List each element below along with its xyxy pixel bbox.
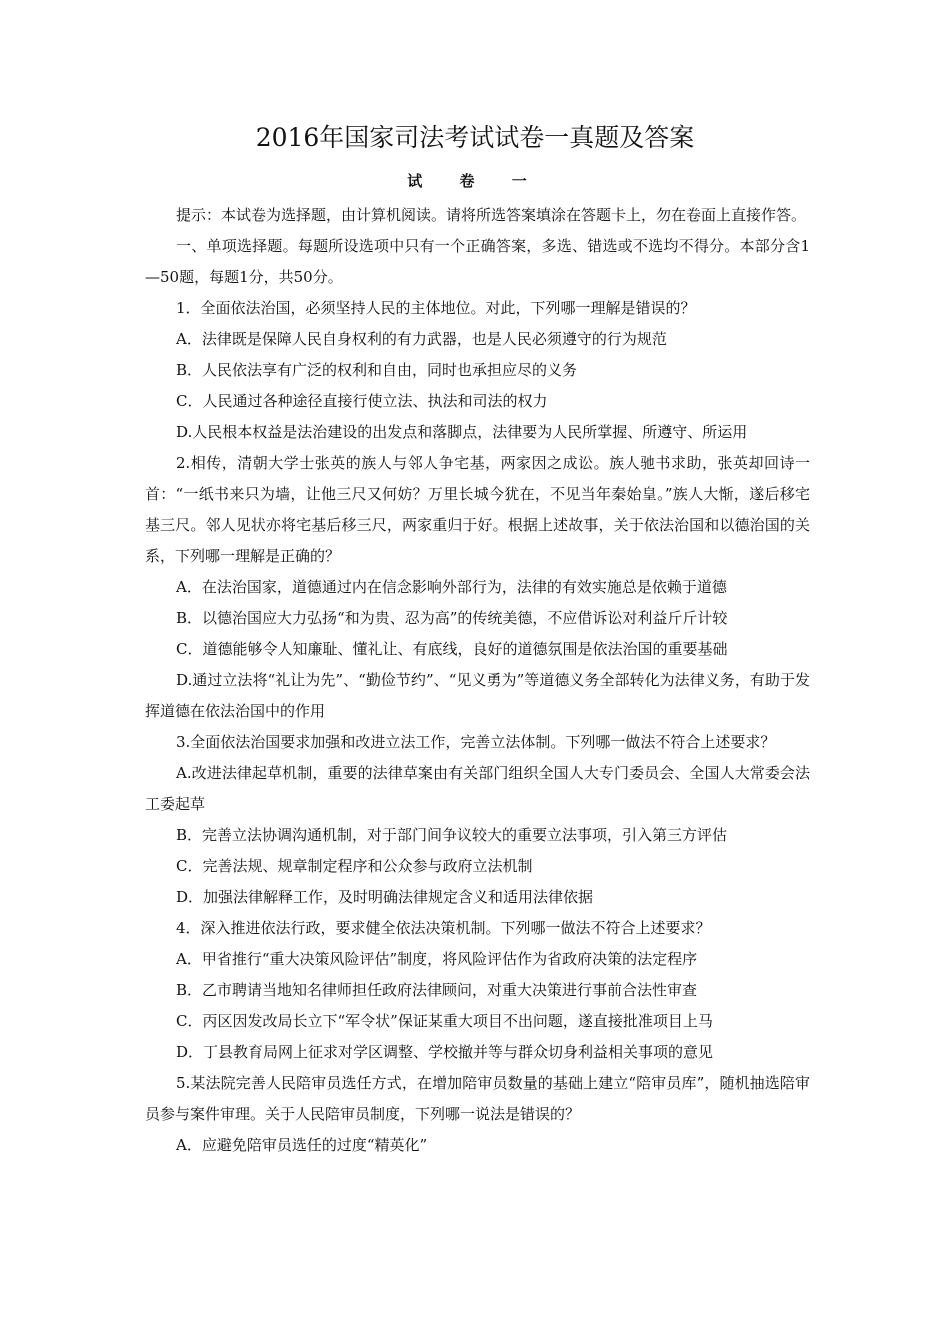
question-1: 1．全面依法治国，必须坚持人民的主体地位。对此，下列哪一理解是错误的？ <box>176 299 696 317</box>
question-4: 4．深入推进依法行政，要求健全依法决策机制。下列哪一做法不符合上述要求？ <box>176 919 711 937</box>
question-2: 2.相传，清朝大学士张英的族人与邻人争宅基，两家因之成讼。族人驰书求助，张英却回诗一首：“一纸书来只为墙，让他三尺又何妨？万里长城今犹在，不见当年秦始皇。”族人大惭，遂后移宅基三尺。邻人见状亦将宅基后移三尺，两家重归于好。根据上述故事，关于依法治国和以德治国的关系，下列哪一理解是正确的？ <box>145 454 810 565</box>
instructions-note: 提示：本试卷为选择题，由计算机阅读。请将所选答案填涂在答题卡上，勿在卷面上直接作答。 <box>176 206 807 224</box>
document-title: 2016年国家司法考试试卷一真题及答案 <box>255 123 695 152</box>
question-4-option-d: D．丁县教育局网上征求对学区调整、学校撤并等与群众切身利益相关事项的意见 <box>176 1043 714 1061</box>
question-3-option-a: A.改进法律起草机制，重要的法律草案由有关部门组织全国人大专门委员会、全国人大常委会法工委起草 <box>145 764 810 813</box>
question-1-option-c: C．人民通过各种途径直接行使立法、执法和司法的权力 <box>176 392 548 410</box>
question-3-option-c: C．完善法规、规章制定程序和公众参与政府立法机制 <box>176 857 533 875</box>
question-3-option-b: B．完善立法协调沟通机制，对于部门间争议较大的重要立法事项，引入第三方评估 <box>176 826 728 844</box>
question-2-option-c: C．道德能够令人知廉耻、懂礼让、有底线，良好的道德氛围是依法治国的重要基础 <box>176 640 728 658</box>
question-1-option-b: B．人民依法享有广泛的权利和自由，同时也承担应尽的义务 <box>176 361 578 379</box>
document-subtitle: 试 卷 一 <box>407 172 543 190</box>
question-4-option-c: C．丙区因发改局长立下“军令状”保证某重大项目不出问题，遂直接批准项目上马 <box>176 1012 713 1030</box>
question-5: 5.某法院完善人民陪审员选任方式，在增加陪审员数量的基础上建立“陪审员库”，随机抽选陪审员参与案件审理。关于人民陪审员制度，下列哪一说法是错误的？ <box>145 1074 810 1123</box>
question-2-option-a: A．在法治国家，道德通过内在信念影响外部行为，法律的有效实施总是依赖于道德 <box>176 578 727 596</box>
question-1-option-d: D.人民根本权益是法治建设的出发点和落脚点，法律要为人民所掌握、所遵守、所运用 <box>176 423 748 441</box>
question-3-option-d: D．加强法律解释工作，及时明确法律规定含义和适用法律依据 <box>176 888 594 906</box>
question-3: 3.全面依法治国要求加强和改进立法工作，完善立法体制。下列哪一做法不符合上述要求？ <box>176 733 776 751</box>
question-2-option-b: B．以德治国应大力弘扬“和为贵、忍为高”的传统美德，不应借诉讼对利益斤斤计较 <box>176 609 728 627</box>
question-4-option-b: B．乙市聘请当地知名律师担任政府法律顾问，对重大决策进行事前合法性审查 <box>176 981 698 999</box>
question-1-option-a: A．法律既是保障人民自身权利的有力武器，也是人民必须遵守的行为规范 <box>176 330 667 348</box>
document-body <box>145 200 810 1161</box>
question-2-option-d: D.通过立法将“礼让为先”、“勤俭节约”、“见义勇为”等道德义务全部转化为法律义务，有助于发挥道德在依法治国中的作用 <box>145 671 810 720</box>
question-5-option-a: A．应避免陪审员选任的过度“精英化” <box>176 1136 428 1154</box>
section-heading: 一、单项选择题。每题所设选项中只有一个正确答案，多选、错选或不选均不得分。本部分含1—50题，每题1分，共50分。 <box>145 237 810 286</box>
question-4-option-a: A．甲省推行“重大决策风险评估”制度，将风险评估作为省政府决策的法定程序 <box>176 950 698 968</box>
